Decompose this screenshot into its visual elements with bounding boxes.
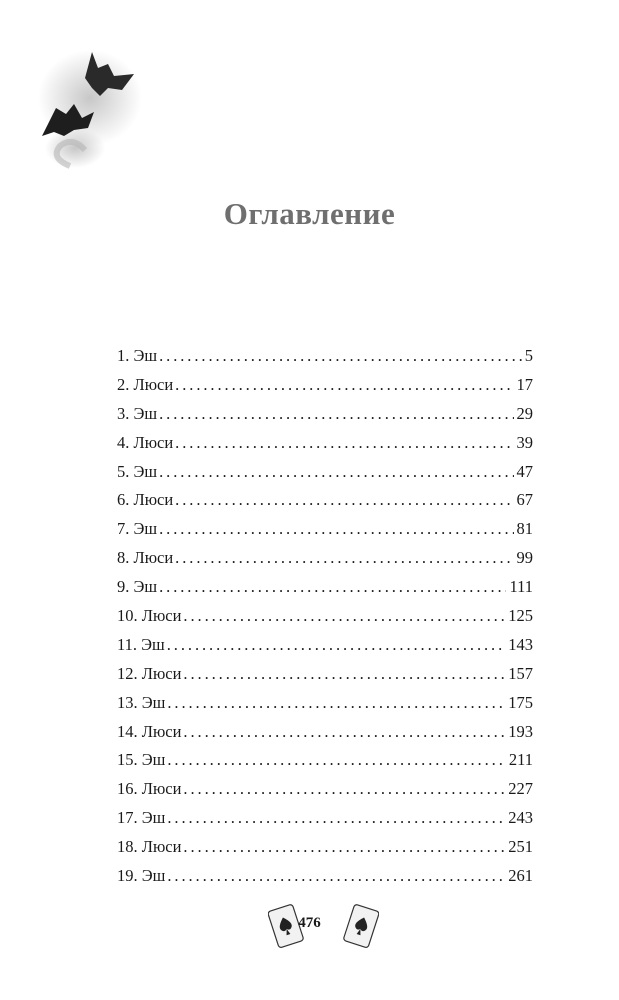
toc-entry <box>117 342 533 371</box>
toc-entry-page: 5 <box>524 346 533 365</box>
toc-entry-page: 143 <box>508 634 533 654</box>
toc-dot-leader <box>159 515 513 544</box>
toc-entry-page: 175 <box>508 692 533 712</box>
toc-entry-page: 17 <box>516 374 533 394</box>
toc-entry-title: 1. Эш <box>117 346 158 365</box>
toc-entry-page: 193 <box>508 721 533 741</box>
toc-entry-page: 29 <box>516 403 533 423</box>
toc-entry <box>117 544 533 573</box>
toc-entry-page: 251 <box>508 837 533 857</box>
toc-entry-page: 111 <box>509 577 533 597</box>
toc-entry-title: 13. Эш <box>117 692 166 712</box>
toc-dot-leader <box>167 631 506 660</box>
toc-entry-title: 9. Эш <box>117 577 158 597</box>
toc-dot-leader <box>159 342 522 371</box>
toc-dot-leader <box>175 486 513 515</box>
toc-entry <box>117 573 533 602</box>
toc-entry-title: 5. Эш <box>117 461 158 481</box>
toc-entry-title: 19. Эш <box>117 866 166 886</box>
page-footer <box>0 903 619 953</box>
toc-entry-page: 99 <box>516 548 533 568</box>
toc-entry-title: 6. Люси <box>117 490 174 510</box>
toc-entry <box>117 458 533 487</box>
toc-entry <box>117 775 533 804</box>
page-title: Оглавление <box>223 196 396 231</box>
table-of-contents <box>117 342 533 891</box>
toc-dot-leader <box>183 602 505 631</box>
toc-entry-page: 157 <box>508 663 533 683</box>
toc-entry-page: 261 <box>508 866 533 886</box>
toc-entry-title: 14. Люси <box>117 721 182 741</box>
toc-entry <box>117 486 533 515</box>
toc-dot-leader <box>183 775 505 804</box>
toc-entry <box>117 718 533 747</box>
toc-entry-title: 7. Эш <box>117 519 158 539</box>
toc-dot-leader <box>159 573 506 602</box>
toc-entry-page: 211 <box>508 750 533 770</box>
toc-entry <box>117 429 533 458</box>
toc-entry-page: 227 <box>508 779 533 799</box>
toc-entry-title: 3. Эш <box>117 403 158 423</box>
toc-entry <box>117 515 533 544</box>
toc-dot-leader <box>175 429 513 458</box>
toc-entry-page: 243 <box>508 808 533 828</box>
toc-entry-title: 11. Эш <box>117 634 165 654</box>
toc-entry-title: 10. Люси <box>117 606 182 626</box>
toc-entry <box>117 371 533 400</box>
toc-dot-leader <box>167 804 505 833</box>
toc-entry <box>117 862 533 891</box>
toc-entry-title: 18. Люси <box>117 837 182 857</box>
spade-card-icon <box>343 903 379 951</box>
toc-dot-leader <box>167 689 505 718</box>
toc-dot-leader <box>183 718 505 747</box>
bats-ornament-icon <box>30 38 145 178</box>
toc-entry <box>117 400 533 429</box>
toc-entry-title: 4. Люси <box>117 432 174 452</box>
toc-entry-page: 67 <box>516 490 533 510</box>
toc-dot-leader <box>159 458 513 487</box>
toc-entry <box>117 804 533 833</box>
toc-entry-page: 81 <box>516 519 533 539</box>
toc-entry <box>117 660 533 689</box>
toc-entry-title: 12. Люси <box>117 663 182 683</box>
toc-entry-title: 17. Эш <box>117 808 166 828</box>
toc-entry-page: 125 <box>508 606 533 626</box>
toc-entry-title: 2. Люси <box>117 374 174 394</box>
toc-dot-leader <box>183 833 505 862</box>
toc-entry-title: 16. Люси <box>117 779 182 799</box>
toc-entry <box>117 631 533 660</box>
toc-entry-title: 8. Люси <box>117 548 174 568</box>
toc-dot-leader <box>183 660 505 689</box>
page-number: 476 <box>298 915 321 931</box>
toc-entry <box>117 602 533 631</box>
toc-entry-page: 39 <box>516 432 533 452</box>
toc-dot-leader <box>175 371 513 400</box>
toc-entry <box>117 833 533 862</box>
toc-entry-title: 15. Эш <box>117 750 166 770</box>
toc-dot-leader <box>167 862 505 891</box>
toc-dot-leader <box>167 746 506 775</box>
toc-entry <box>117 746 533 775</box>
toc-dot-leader <box>159 400 513 429</box>
toc-entry-page: 47 <box>516 461 533 481</box>
toc-dot-leader <box>175 544 513 573</box>
toc-entry <box>117 689 533 718</box>
